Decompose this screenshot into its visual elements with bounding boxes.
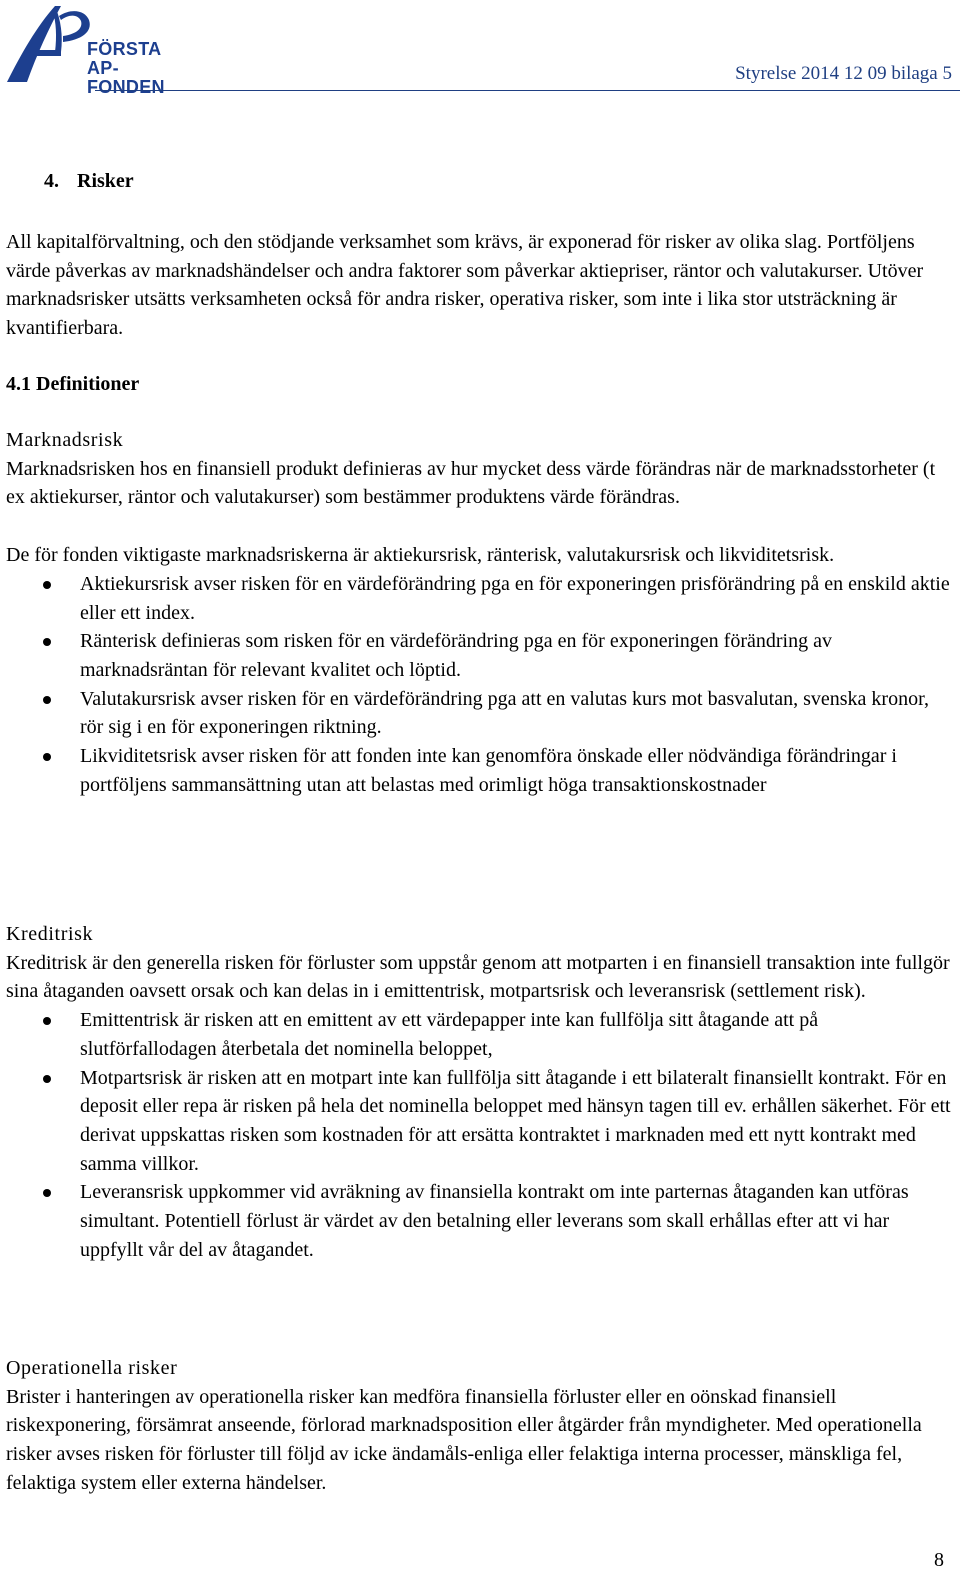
page-number: 8: [934, 1549, 944, 1571]
logo: [3, 2, 193, 97]
operational-risk-heading: Operationella risker: [6, 1357, 178, 1379]
market-risk-block: [6, 426, 954, 799]
list-item: [6, 570, 954, 627]
section-number: 4.: [44, 170, 59, 192]
list-item-text: Likviditetsrisk avser risken för att fonden inte kan genomföra önskade eller nödvändiga förändringar i portföljens sammansättning utan att belastas med orimligt höga transaktionskostnader: [80, 745, 897, 796]
bullet-icon: [43, 753, 51, 761]
list-item-text: Motpartsrisk är risken att en motpart inte kan fullfölja sitt åtagande i ett bilateralt finansiellt kontrakt. För en deposit eller repa är risken på hela det nominella beloppet med hänsyn tagen till ev. erhållen säkerhet. För ett derivat uppskattas risken som kostnaden för att ersätta kontraktet i marknaden med ett nytt kontrakt med samma villkor.: [80, 1066, 951, 1175]
logo-wordmark: [87, 40, 193, 97]
list-item: [6, 1006, 954, 1063]
list-item-text: Ränterisk definieras som risken för en värdeförändring pga en för exponeringen förändring av marknadsräntan för relevant kvalitet och löptid.: [80, 630, 832, 681]
list-item-text: Aktiekursrisk avser risken för en värdeförändring pga en för exponeringen prisförändring på en enskild aktie eller ett index.: [80, 572, 950, 624]
header-divider: [95, 90, 960, 91]
bullet-icon: [43, 581, 51, 589]
section-title: Risker: [77, 170, 134, 192]
bullet-icon: [43, 696, 51, 704]
bullet-icon: [43, 1075, 51, 1083]
bullet-icon: [43, 638, 51, 646]
list-item: [6, 1178, 954, 1264]
bullet-icon: [43, 1017, 51, 1025]
list-item: [6, 685, 954, 742]
credit-risk-definition: Kreditrisk är den generella risken för förluster som uppstår genom att motparten i en finansiell transaktion inte fullgör sina åtaganden oavsett orsak och kan delas in i emittentrisk, motpartsrisk och leveransrisk (settlement risk).: [6, 951, 950, 1003]
list-item: [6, 742, 954, 799]
list-item-text: Leveransrisk uppkommer vid avräkning av finansiella kontrakt om inte parternas åtaganden kan utföras simultant. Potentiell förlust är värdet av den betalning eller leverans som skall erhållas efter att vi har uppfyllt vår del av åtagandet.: [80, 1181, 909, 1261]
document-label: Styrelse 2014 12 09 bilaga 5: [735, 63, 952, 84]
logo-line-1: FÖRSTA: [87, 39, 162, 59]
intro-paragraph: All kapitalförvaltning, och den stödjande verksamhet som krävs, är exponerad för risker av olika slag. Portföljens värde påverkas av marknadshändelser och andra faktorer som påverkar aktiepriser, räntor och valutakurser. Utöver marknadsrisker utsätts verksamheten också för andra risker, operativa risker, som inte i lika stor utsträckning är kvantifierbara.: [6, 231, 924, 340]
market-risk-heading: Marknadsrisk: [6, 429, 124, 451]
credit-risk-block: [6, 920, 954, 1264]
page-header: [0, 0, 960, 96]
subsection-heading: 4.1 Definitioner: [6, 373, 140, 395]
operational-risk-text: Brister i hanteringen av operationella risker kan medföra finansiella förluster eller en oönskad finansiell riskexponering, försämrat anseende, förlorad marknadsposition eller åtgärder från myndigheter. Med operationella risker avses risken för förluster till följd av icke ändamåls-enliga eller felaktiga interna processer, mänskliga fel, felaktiga system eller externa händelser.: [6, 1385, 922, 1494]
list-item: [6, 627, 954, 684]
section-heading: [44, 167, 134, 196]
market-risk-definition: Marknadsrisken hos en finansiell produkt definieras av hur mycket dess värde förändras när de marknadsstorheter (t ex aktiekurser, räntor och valutakurser) som bestämmer produktens värde förändras.: [6, 457, 936, 509]
market-risk-list: [6, 570, 954, 800]
market-risk-lead: De för fonden viktigaste marknadsriskerna är aktiekursrisk, ränterisk, valutakursrisk och likviditetsrisk.: [6, 544, 835, 567]
credit-risk-heading: Kreditrisk: [6, 923, 94, 945]
logo-line-2: AP-FONDEN: [87, 58, 165, 97]
bullet-icon: [43, 1189, 51, 1197]
credit-risk-list: [6, 1006, 954, 1264]
list-item: [6, 1064, 954, 1179]
list-item-text: Valutakursrisk avser risken för en värdeförändring pga att en valutas kurs mot basvalutan, svenska kronor, rör sig i en för exponeringen riktning.: [80, 687, 929, 739]
operational-risk-block: [6, 1354, 954, 1498]
list-item-text: Emittentrisk är risken att en emittent av ett värdepapper inte kan fullfölja sitt åtagande att på slutförfallodagen återbetala det nominella beloppet,: [80, 1009, 819, 1060]
